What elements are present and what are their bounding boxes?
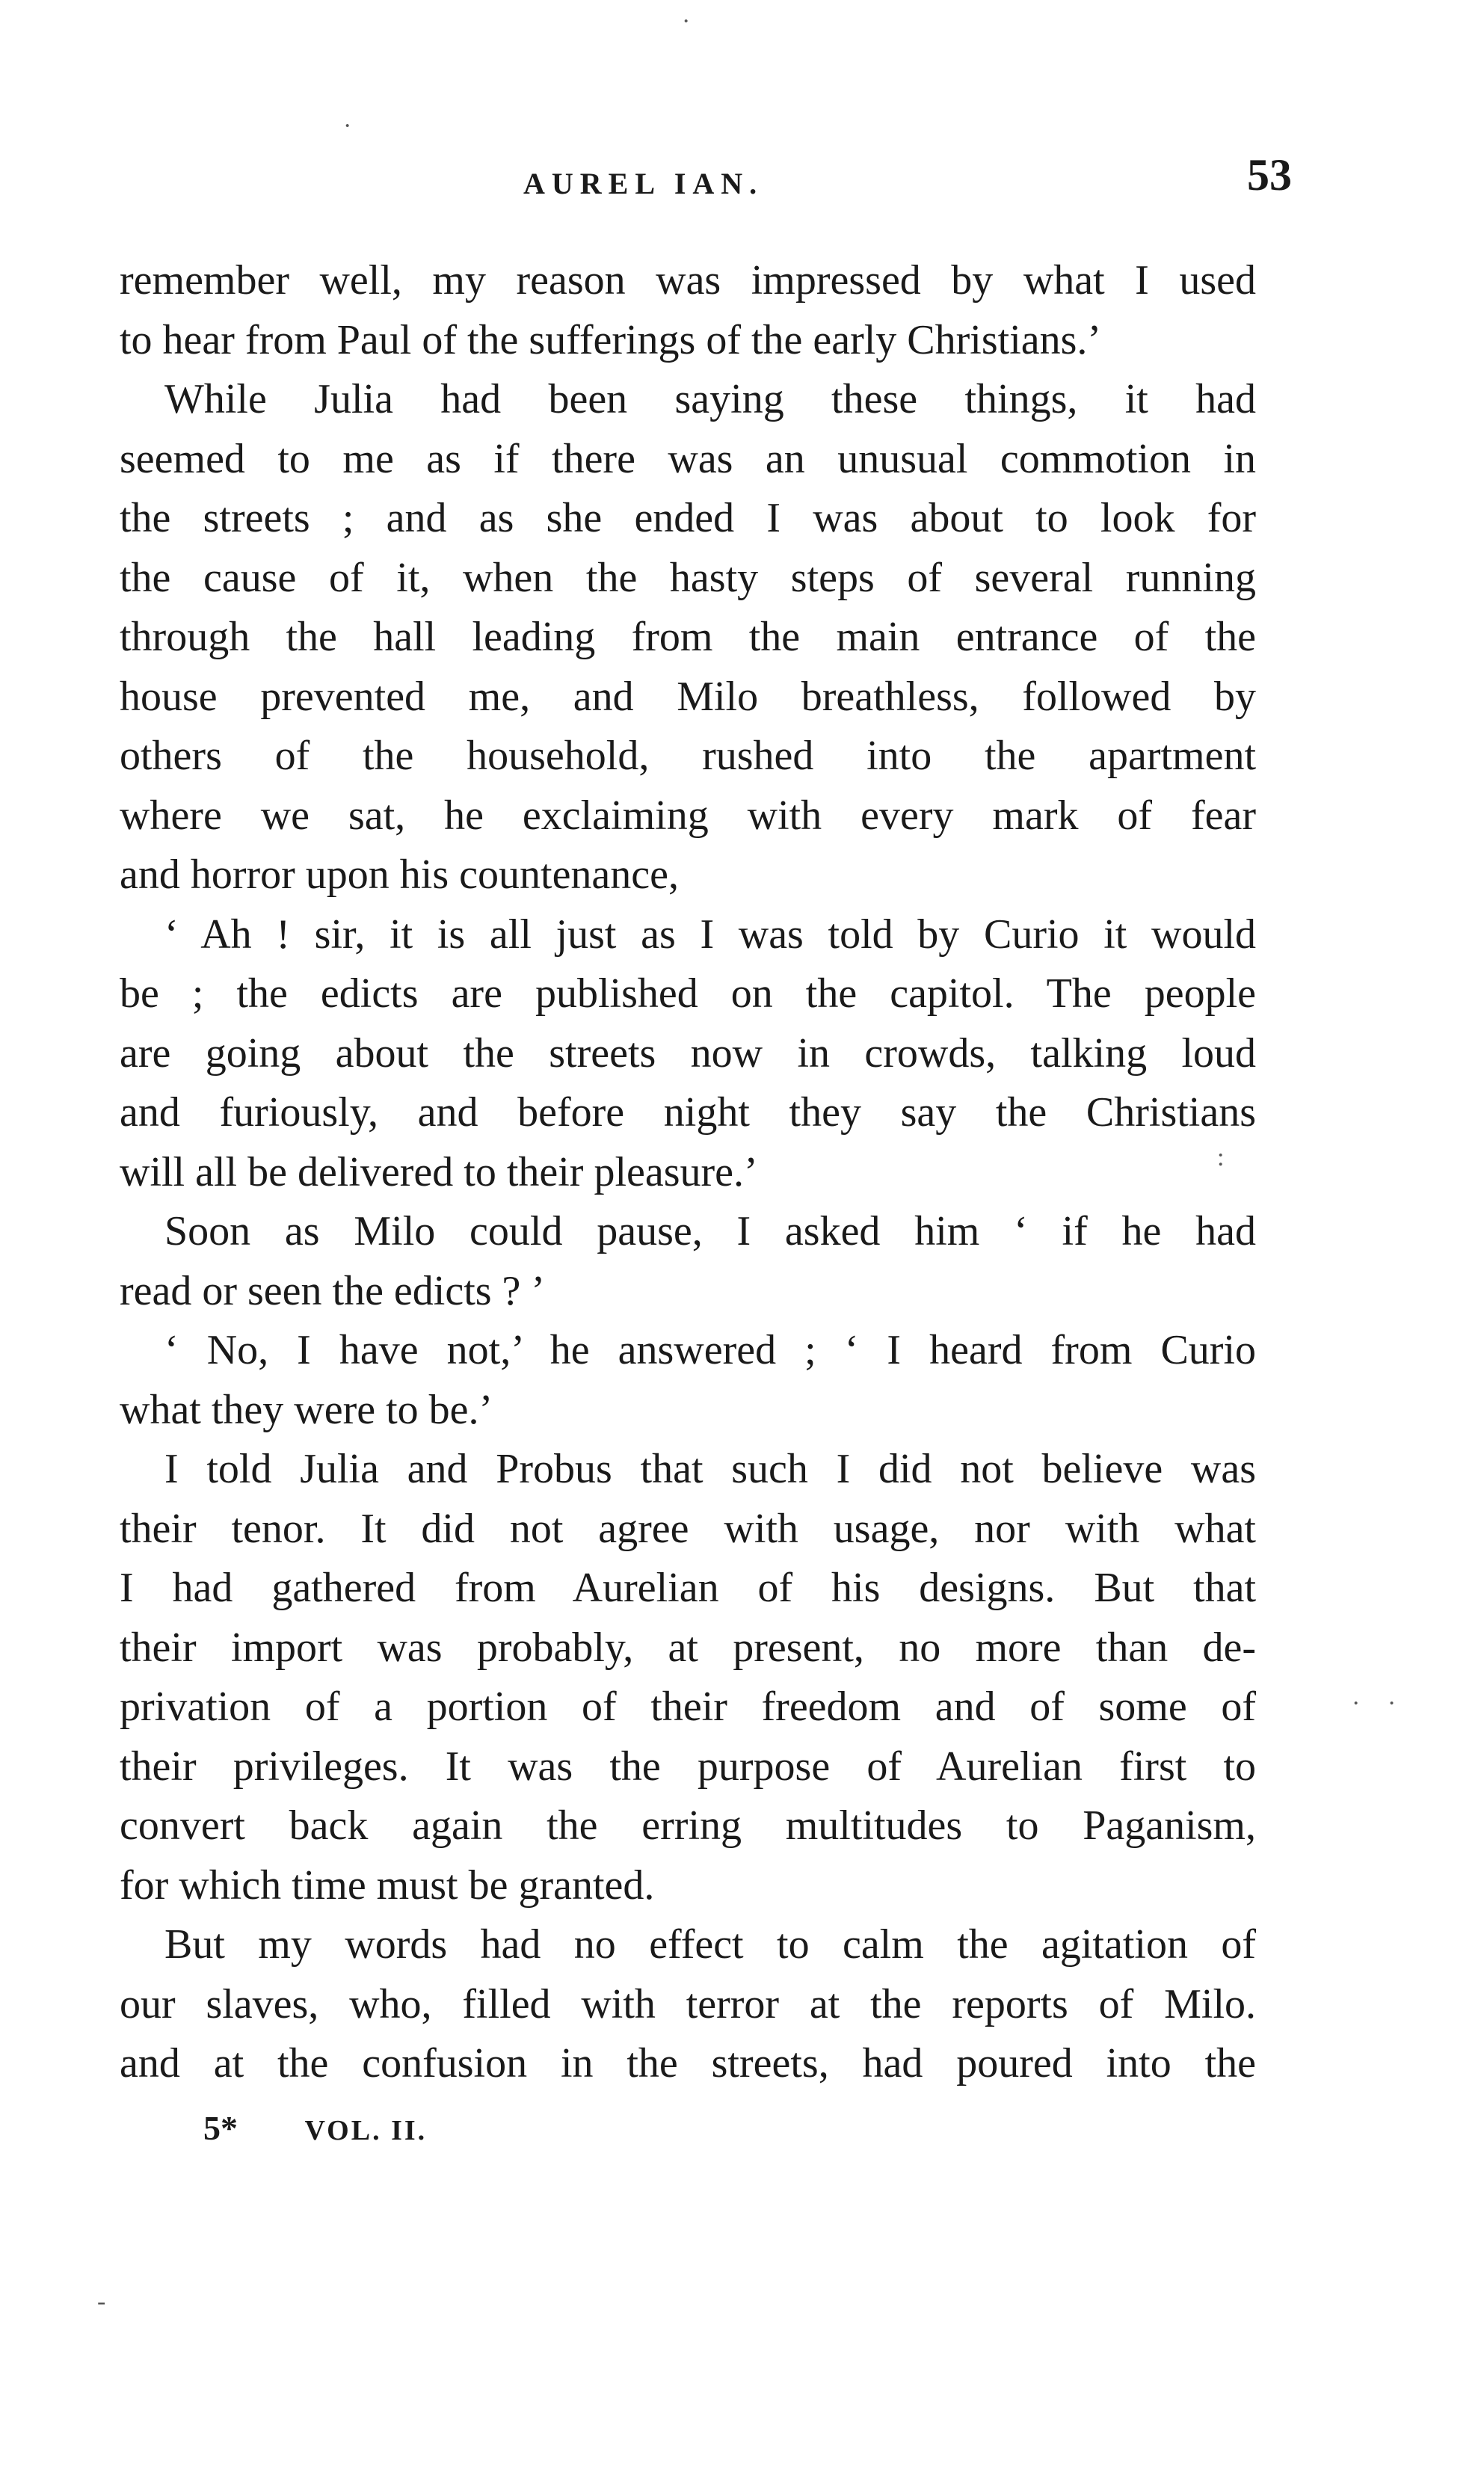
text-line: and horror upon his countenance,	[120, 852, 679, 898]
stray-mark: ·	[682, 7, 691, 35]
text-line: I told Julia and Probus that such I did not believe was	[164, 1446, 1256, 1492]
text-line: seemed to me as if there was an unusual commotion in	[120, 435, 1256, 482]
text-line: Soon as Milo could pause, I asked him ‘ if he had	[164, 1208, 1256, 1254]
text-line: their tenor. It did not agree with usage, nor with what	[120, 1505, 1256, 1552]
text-line: read or seen the edicts ? ’	[120, 1267, 546, 1314]
text-line: I had gathered from Aurelian of his designs. But that	[120, 1565, 1256, 1611]
text-line: will all be delivered to their pleasure.’	[120, 1148, 758, 1195]
text-line: our slaves, who, filled with terror at the reports of Milo.	[120, 1980, 1256, 2027]
volume-label: VOL. II.	[304, 2115, 428, 2146]
signature-mark: 5*	[203, 2109, 238, 2147]
text-line: ‘ No, I have not,’ he answered ; ‘ I heard from Curio	[164, 1327, 1256, 1373]
text-line: others of the household, rushed into the apartment	[120, 733, 1256, 779]
text-line: convert back again the erring multitudes to Paganism,	[120, 1802, 1256, 1849]
body-text	[120, 251, 1256, 2094]
text-line: privation of a portion of their freedom and of some of	[120, 1684, 1256, 1730]
text-line: where we sat, he exclaiming with every mark of fear	[120, 792, 1256, 839]
text-line: to hear from Paul of the sufferings of the early Christians.’	[120, 316, 1102, 363]
page-footer	[203, 2108, 427, 2148]
text-line: for which time must be granted.	[120, 1861, 655, 1909]
page-number: 53	[1247, 150, 1292, 200]
text-line: house prevented me, and Milo breathless, followed by	[120, 673, 1256, 720]
running-title: AUREL IAN.	[523, 167, 764, 200]
text-line: ‘ Ah ! sir, it is all just as I was told by Curio it would	[164, 911, 1256, 958]
text-line: the cause of it, when the hasty steps of several running	[120, 554, 1256, 601]
text-line: and furiously, and before night they say the Christians	[120, 1089, 1256, 1136]
stray-mark: :	[1217, 1144, 1225, 1171]
stray-mark: · ·	[1352, 1690, 1407, 1717]
stray-mark: -	[97, 2288, 106, 2315]
text-line: be ; the edicts are published on the capitol. The people	[120, 970, 1256, 1017]
text-line: But my words had no effect to calm the agitation of	[164, 1921, 1256, 1968]
text-line: through the hall leading from the main entrance of the	[120, 614, 1256, 660]
text-line: their privileges. It was the purpose of Aurelian first to	[120, 1743, 1256, 1790]
text-line: their import was probably, at present, no more than de-	[120, 1624, 1256, 1671]
text-line: the streets ; and as she ended I was about to look for	[120, 495, 1256, 541]
text-line: are going about the streets now in crowds, talking loud	[120, 1029, 1256, 1077]
text-line: While Julia had been saying these things, it had	[164, 376, 1256, 422]
text-line: and at the confusion in the streets, had poured into the	[120, 2040, 1256, 2087]
text-line: remember well, my reason was impressed by what I used	[120, 257, 1256, 304]
stray-mark: ·	[343, 112, 352, 140]
text-line: what they were to be.’	[120, 1386, 493, 1433]
